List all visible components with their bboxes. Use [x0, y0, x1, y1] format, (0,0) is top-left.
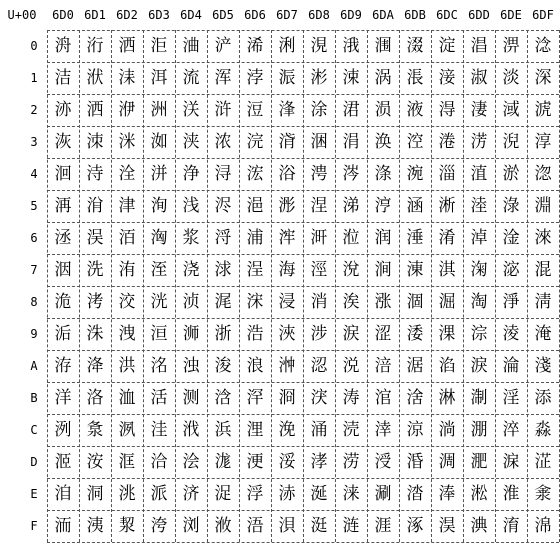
glyph-cell: 涓: [342, 132, 360, 152]
column-header: 6D8: [308, 8, 330, 22]
column-header: 6D2: [116, 8, 138, 22]
glyph-cell: 浙: [214, 324, 232, 344]
glyph-cell: 浨: [246, 292, 264, 312]
glyph-cell: 淨: [502, 292, 520, 312]
glyph-cell: 浥: [246, 196, 264, 216]
glyph-cell: 洍: [54, 452, 72, 472]
glyph-cell: 浫: [246, 388, 264, 408]
glyph-cell: 涬: [374, 420, 392, 440]
glyph-cell: 淵: [534, 196, 552, 216]
row-header: F: [30, 519, 38, 533]
glyph-cell: 混: [534, 260, 552, 280]
glyph-cell: 洬: [118, 420, 136, 440]
glyph-cell: 淶: [534, 228, 552, 248]
glyph-cell: 淋: [438, 388, 456, 408]
glyph-cell: 浘: [214, 292, 232, 312]
glyph-cell: 洎: [54, 484, 72, 504]
glyph-cell: 洒: [118, 36, 136, 56]
glyph-cell: 浆: [182, 228, 200, 248]
glyph-cell: 洽: [150, 452, 168, 472]
glyph-cell: 涰: [406, 36, 424, 56]
glyph-cell: 涱: [406, 68, 424, 88]
glyph-cell: 津: [118, 196, 136, 216]
column-header: 6DA: [372, 8, 394, 22]
glyph-cell: 涮: [374, 484, 392, 504]
glyph-cell: 洲: [150, 100, 168, 120]
glyph-cell: 涂: [310, 100, 328, 120]
row-header: 5: [30, 199, 38, 213]
glyph-cell: 浸: [278, 292, 296, 312]
glyph-cell: 淢: [502, 100, 520, 120]
glyph-cell: 涹: [406, 324, 424, 344]
glyph-cell: 淕: [470, 196, 488, 216]
glyph-cell: 浪: [246, 356, 264, 376]
glyph-cell: 涁: [310, 68, 328, 88]
glyph-cell: 洗: [86, 260, 104, 280]
glyph-cell: 洩: [118, 324, 136, 344]
glyph-cell: 涄: [310, 164, 328, 184]
glyph-cell: 淤: [502, 164, 520, 184]
glyph-cell: 淟: [470, 516, 488, 536]
glyph-cell: 淺: [534, 356, 552, 376]
glyph-cell: 浇: [182, 260, 200, 280]
glyph-cell: 淐: [470, 36, 488, 56]
glyph-cell: 洣: [118, 132, 136, 152]
glyph-cell: 浉: [182, 324, 200, 344]
glyph-cell: 洂: [54, 100, 72, 120]
glyph-cell: 洟: [86, 516, 104, 536]
glyph-cell: 洋: [54, 388, 72, 408]
glyph-cell: 洜: [86, 420, 104, 440]
glyph-cell: 浞: [214, 484, 232, 504]
glyph-cell: 涕: [342, 196, 360, 216]
glyph-cell: 淎: [438, 484, 456, 504]
glyph-cell: 洄: [54, 164, 72, 184]
glyph-cell: 涞: [342, 484, 360, 504]
glyph-cell: 洪: [118, 356, 136, 376]
glyph-cell: 洳: [150, 132, 168, 152]
grid-line: [47, 542, 559, 543]
glyph-cell: 淜: [470, 420, 488, 440]
glyph-cell: 洨: [118, 292, 136, 312]
glyph-cell: 浧: [246, 260, 264, 280]
glyph-cell: 洊: [54, 356, 72, 376]
glyph-cell: 洉: [54, 324, 72, 344]
glyph-grid: [47, 30, 559, 542]
glyph-cell: 洁: [54, 68, 72, 88]
glyph-cell: 浲: [278, 100, 296, 120]
glyph-cell: 洡: [118, 68, 136, 88]
glyph-cell: 浶: [278, 228, 296, 248]
glyph-cell: 淆: [438, 228, 456, 248]
glyph-cell: 涆: [310, 228, 328, 248]
glyph-cell: 浦: [246, 228, 264, 248]
glyph-cell: 洈: [54, 292, 72, 312]
glyph-cell: 淦: [502, 228, 520, 248]
glyph-cell: 涥: [374, 196, 392, 216]
glyph-cell: 浳: [278, 132, 296, 152]
glyph-cell: 涛: [342, 388, 360, 408]
glyph-cell: 流: [182, 68, 200, 88]
glyph-cell: 洆: [54, 228, 72, 248]
glyph-cell: 涝: [342, 452, 360, 472]
glyph-cell: 涻: [406, 388, 424, 408]
glyph-cell: 浊: [182, 356, 200, 376]
glyph-cell: 浌: [182, 420, 200, 440]
glyph-cell: 涭: [374, 452, 392, 472]
glyph-cell: 涺: [406, 356, 424, 376]
glyph-cell: 浮: [246, 484, 264, 504]
glyph-cell: 浺: [278, 356, 296, 376]
glyph-cell: 淁: [438, 68, 456, 88]
glyph-cell: 洹: [150, 324, 168, 344]
glyph-cell: 添: [534, 388, 552, 408]
glyph-cell: 涠: [374, 36, 392, 56]
glyph-cell: 涒: [342, 100, 360, 120]
glyph-cell: 涷: [406, 260, 424, 280]
glyph-cell: 洙: [86, 324, 104, 344]
glyph-cell: 洼: [150, 420, 168, 440]
glyph-cell: 派: [150, 484, 168, 504]
glyph-cell: 淹: [534, 324, 552, 344]
glyph-cell: 涏: [310, 516, 328, 536]
glyph-cell: 浯: [246, 516, 264, 536]
glyph-cell: 涵: [406, 196, 424, 216]
glyph-cell: 浻: [278, 388, 296, 408]
column-header: 6DF: [532, 8, 554, 22]
glyph-cell: 洐: [86, 36, 104, 56]
glyph-cell: 浰: [278, 36, 296, 56]
glyph-cell: 涊: [310, 356, 328, 376]
glyph-cell: 洶: [150, 228, 168, 248]
glyph-cell: 浄: [182, 164, 200, 184]
glyph-cell: 活: [150, 388, 168, 408]
glyph-cell: 洓: [86, 132, 104, 152]
glyph-cell: 洷: [150, 260, 168, 280]
glyph-cell: 浽: [278, 452, 296, 472]
glyph-cell: 浵: [278, 196, 296, 216]
glyph-cell: 浜: [214, 420, 232, 440]
glyph-cell: 浐: [214, 36, 232, 56]
glyph-cell: 浒: [214, 100, 232, 120]
row-header: 8: [30, 295, 38, 309]
row-header: 7: [30, 263, 38, 277]
glyph-cell: 洞: [86, 484, 104, 504]
column-header: 6D5: [212, 8, 234, 22]
glyph-cell: 淙: [470, 324, 488, 344]
glyph-cell: 洅: [54, 196, 72, 216]
glyph-cell: 涗: [342, 260, 360, 280]
glyph-cell: 洮: [118, 484, 136, 504]
glyph-cell: 涖: [342, 228, 360, 248]
glyph-cell: 淿: [534, 516, 552, 536]
glyph-cell: 涽: [406, 452, 424, 472]
glyph-cell: 深: [534, 68, 552, 88]
row-header: 0: [30, 39, 38, 53]
glyph-cell: 淛: [470, 388, 488, 408]
glyph-cell: 淃: [438, 132, 456, 152]
column-header: 6DB: [404, 8, 426, 22]
glyph-cell: 浖: [214, 228, 232, 248]
glyph-cell: 淫: [502, 388, 520, 408]
column-header: 6DE: [500, 8, 522, 22]
column-header: 6DD: [468, 8, 490, 22]
glyph-cell: 洃: [54, 132, 72, 152]
glyph-cell: 洤: [118, 164, 136, 184]
glyph-cell: 淩: [502, 324, 520, 344]
glyph-cell: 洿: [150, 516, 168, 536]
glyph-cell: 淗: [470, 260, 488, 280]
glyph-cell: 涎: [310, 484, 328, 504]
glyph-cell: 涯: [374, 516, 392, 536]
glyph-cell: 润: [374, 228, 392, 248]
glyph-cell: 淡: [502, 68, 520, 88]
glyph-cell: 淥: [502, 196, 520, 216]
glyph-cell: 浢: [246, 100, 264, 120]
row-header: 1: [30, 71, 38, 85]
glyph-cell: 洖: [86, 228, 104, 248]
glyph-cell: 淏: [438, 516, 456, 536]
glyph-cell: 涩: [374, 324, 392, 344]
glyph-cell: 浍: [182, 452, 200, 472]
row-header: D: [30, 455, 38, 469]
glyph-cell: 消: [310, 292, 328, 312]
glyph-cell: 洒: [86, 100, 104, 120]
glyph-cell: 洰: [150, 36, 168, 56]
row-header: 4: [30, 167, 38, 181]
glyph-cell: 涘: [342, 292, 360, 312]
column-header: 6D7: [276, 8, 298, 22]
glyph-cell: 涼: [406, 420, 424, 440]
glyph-cell: 浩: [246, 324, 264, 344]
glyph-cell: 涸: [406, 292, 424, 312]
glyph-cell: 洫: [118, 388, 136, 408]
glyph-cell: 浓: [214, 132, 232, 152]
column-header: 6D6: [244, 8, 266, 22]
glyph-cell: 淒: [470, 100, 488, 120]
glyph-cell: 浡: [246, 68, 264, 88]
glyph-cell: 海: [278, 260, 296, 280]
glyph-cell: 浱: [278, 68, 296, 88]
glyph-cell: 浣: [246, 132, 264, 152]
glyph-cell: 浂: [182, 100, 200, 120]
glyph-cell: 淠: [502, 36, 520, 56]
glyph-cell: 淄: [438, 164, 456, 184]
glyph-cell: 淈: [438, 292, 456, 312]
glyph-cell: 涫: [374, 388, 392, 408]
glyph-cell: 浛: [214, 388, 232, 408]
glyph-cell: 洏: [54, 516, 72, 536]
glyph-cell: 洑: [86, 68, 104, 88]
glyph-cell: 涟: [342, 516, 360, 536]
glyph-cell: 浟: [214, 516, 232, 536]
glyph-cell: 涉: [310, 324, 328, 344]
glyph-cell: 淣: [502, 132, 520, 152]
glyph-cell: 洕: [86, 196, 104, 216]
glyph-cell: 浕: [214, 196, 232, 216]
glyph-cell: 涑: [342, 68, 360, 88]
glyph-cell: 浭: [246, 452, 264, 472]
glyph-cell: 淮: [502, 484, 520, 504]
glyph-cell: 淚: [470, 356, 488, 376]
glyph-cell: 涅: [310, 196, 328, 216]
column-header: 6D3: [148, 8, 170, 22]
glyph-cell: 涾: [406, 484, 424, 504]
glyph-cell: 洛: [86, 388, 104, 408]
glyph-cell: 洀: [54, 36, 72, 56]
glyph-cell: 淯: [502, 516, 520, 536]
glyph-cell: 浝: [214, 452, 232, 472]
glyph-cell: 洔: [86, 164, 104, 184]
glyph-cell: 洺: [150, 356, 168, 376]
column-header: 6D1: [84, 8, 106, 22]
glyph-cell: 涧: [374, 260, 392, 280]
glyph-cell: 浚: [214, 356, 232, 376]
glyph-cell: 淼: [534, 420, 552, 440]
glyph-cell: 涿: [406, 516, 424, 536]
glyph-cell: 淍: [438, 452, 456, 472]
glyph-cell: 涙: [342, 324, 360, 344]
glyph-cell: 浤: [246, 164, 264, 184]
glyph-cell: 淀: [438, 36, 456, 56]
glyph-cell: 淓: [470, 132, 488, 152]
glyph-cell: 淖: [470, 228, 488, 248]
glyph-cell: 淧: [502, 260, 520, 280]
glyph-cell: 淇: [438, 260, 456, 280]
glyph-cell: 淝: [470, 452, 488, 472]
glyph-cell: 浼: [278, 420, 296, 440]
glyph-cell: 洧: [118, 260, 136, 280]
glyph-cell: 淂: [438, 100, 456, 120]
glyph-cell: 浔: [214, 164, 232, 184]
glyph-cell: 洌: [54, 420, 72, 440]
glyph-cell: 浗: [214, 260, 232, 280]
glyph-cell: 涔: [342, 164, 360, 184]
glyph-cell: 淽: [534, 452, 552, 472]
row-header: 3: [30, 135, 38, 149]
column-header: 6DC: [436, 8, 458, 22]
row-header: B: [30, 391, 38, 405]
glyph-cell: 浾: [278, 484, 296, 504]
row-header: 9: [30, 327, 38, 341]
glyph-cell: 淅: [438, 196, 456, 216]
glyph-cell: 洯: [118, 516, 136, 536]
glyph-cell: 涃: [310, 132, 328, 152]
glyph-cell: 涡: [374, 68, 392, 88]
column-header: 6D4: [180, 8, 202, 22]
glyph-cell: 淬: [502, 420, 520, 440]
glyph-cell: 浹: [278, 324, 296, 344]
glyph-cell: 涶: [406, 228, 424, 248]
glyph-cell: 洦: [118, 228, 136, 248]
glyph-cell: 涳: [406, 132, 424, 152]
row-header: 6: [30, 231, 38, 245]
glyph-cell: 淴: [534, 164, 552, 184]
glyph-cell: 涴: [406, 164, 424, 184]
glyph-cell: 洵: [150, 196, 168, 216]
glyph-cell: 洝: [86, 452, 104, 472]
glyph-cell: 浿: [278, 516, 296, 536]
row-header: C: [30, 423, 38, 437]
glyph-cell: 淪: [502, 356, 520, 376]
glyph-cell: 涪: [374, 356, 392, 376]
glyph-cell: 涌: [310, 420, 328, 440]
glyph-cell: 涨: [374, 292, 392, 312]
glyph-cell: 淲: [534, 100, 552, 120]
glyph-cell: 涜: [342, 420, 360, 440]
glyph-cell: 洇: [54, 260, 72, 280]
glyph-cell: 洱: [150, 68, 168, 88]
glyph-cell: 淘: [470, 292, 488, 312]
glyph-cell: 淳: [534, 132, 552, 152]
glyph-cell: 浴: [278, 164, 296, 184]
glyph-cell: 淌: [438, 420, 456, 440]
glyph-cell: 洚: [86, 356, 104, 376]
glyph-cell: 浏: [182, 516, 200, 536]
glyph-cell: 涣: [374, 132, 392, 152]
glyph-cell: 涢: [374, 100, 392, 120]
glyph-cell: 浑: [214, 68, 232, 88]
glyph-cell: 济: [182, 484, 200, 504]
glyph-cell: 浠: [246, 36, 264, 56]
glyph-cell: 浬: [246, 420, 264, 440]
glyph-cell: 浀: [182, 36, 200, 56]
glyph-cell: 涐: [342, 36, 360, 56]
glyph-cell: 洘: [86, 292, 104, 312]
glyph-cell: 涀: [310, 36, 328, 56]
row-header: A: [30, 359, 38, 373]
glyph-cell: 淉: [438, 324, 456, 344]
glyph-cell: 淑: [470, 68, 488, 88]
glyph-cell: 洴: [150, 164, 168, 184]
glyph-cell: 洸: [150, 292, 168, 312]
glyph-cell: 涤: [374, 164, 392, 184]
glyph-cell: 涋: [310, 388, 328, 408]
glyph-cell: 淔: [470, 164, 488, 184]
glyph-cell: 测: [182, 388, 200, 408]
glyph-cell: 液: [406, 100, 424, 120]
column-header: 6D9: [340, 8, 362, 22]
glyph-cell: 浈: [182, 292, 200, 312]
glyph-cell: 涍: [310, 452, 328, 472]
glyph-cell: 涚: [342, 356, 360, 376]
glyph-cell: 洢: [118, 100, 136, 120]
glyph-cell: 淸: [534, 292, 552, 312]
glyph-cell: 淞: [470, 484, 488, 504]
glyph-cell: 洭: [118, 452, 136, 472]
glyph-cell: 淊: [438, 356, 456, 376]
row-header: E: [30, 487, 38, 501]
glyph-cell: 淭: [502, 452, 520, 472]
code-block-label: U+00: [7, 8, 37, 22]
column-header: 6D0: [52, 8, 74, 22]
glyph-cell: 涇: [310, 260, 328, 280]
glyph-cell: 浃: [182, 132, 200, 152]
glyph-cell: 淰: [534, 36, 552, 56]
glyph-cell: 淾: [534, 484, 552, 504]
row-header: 2: [30, 103, 38, 117]
glyph-cell: 浅: [182, 196, 200, 216]
